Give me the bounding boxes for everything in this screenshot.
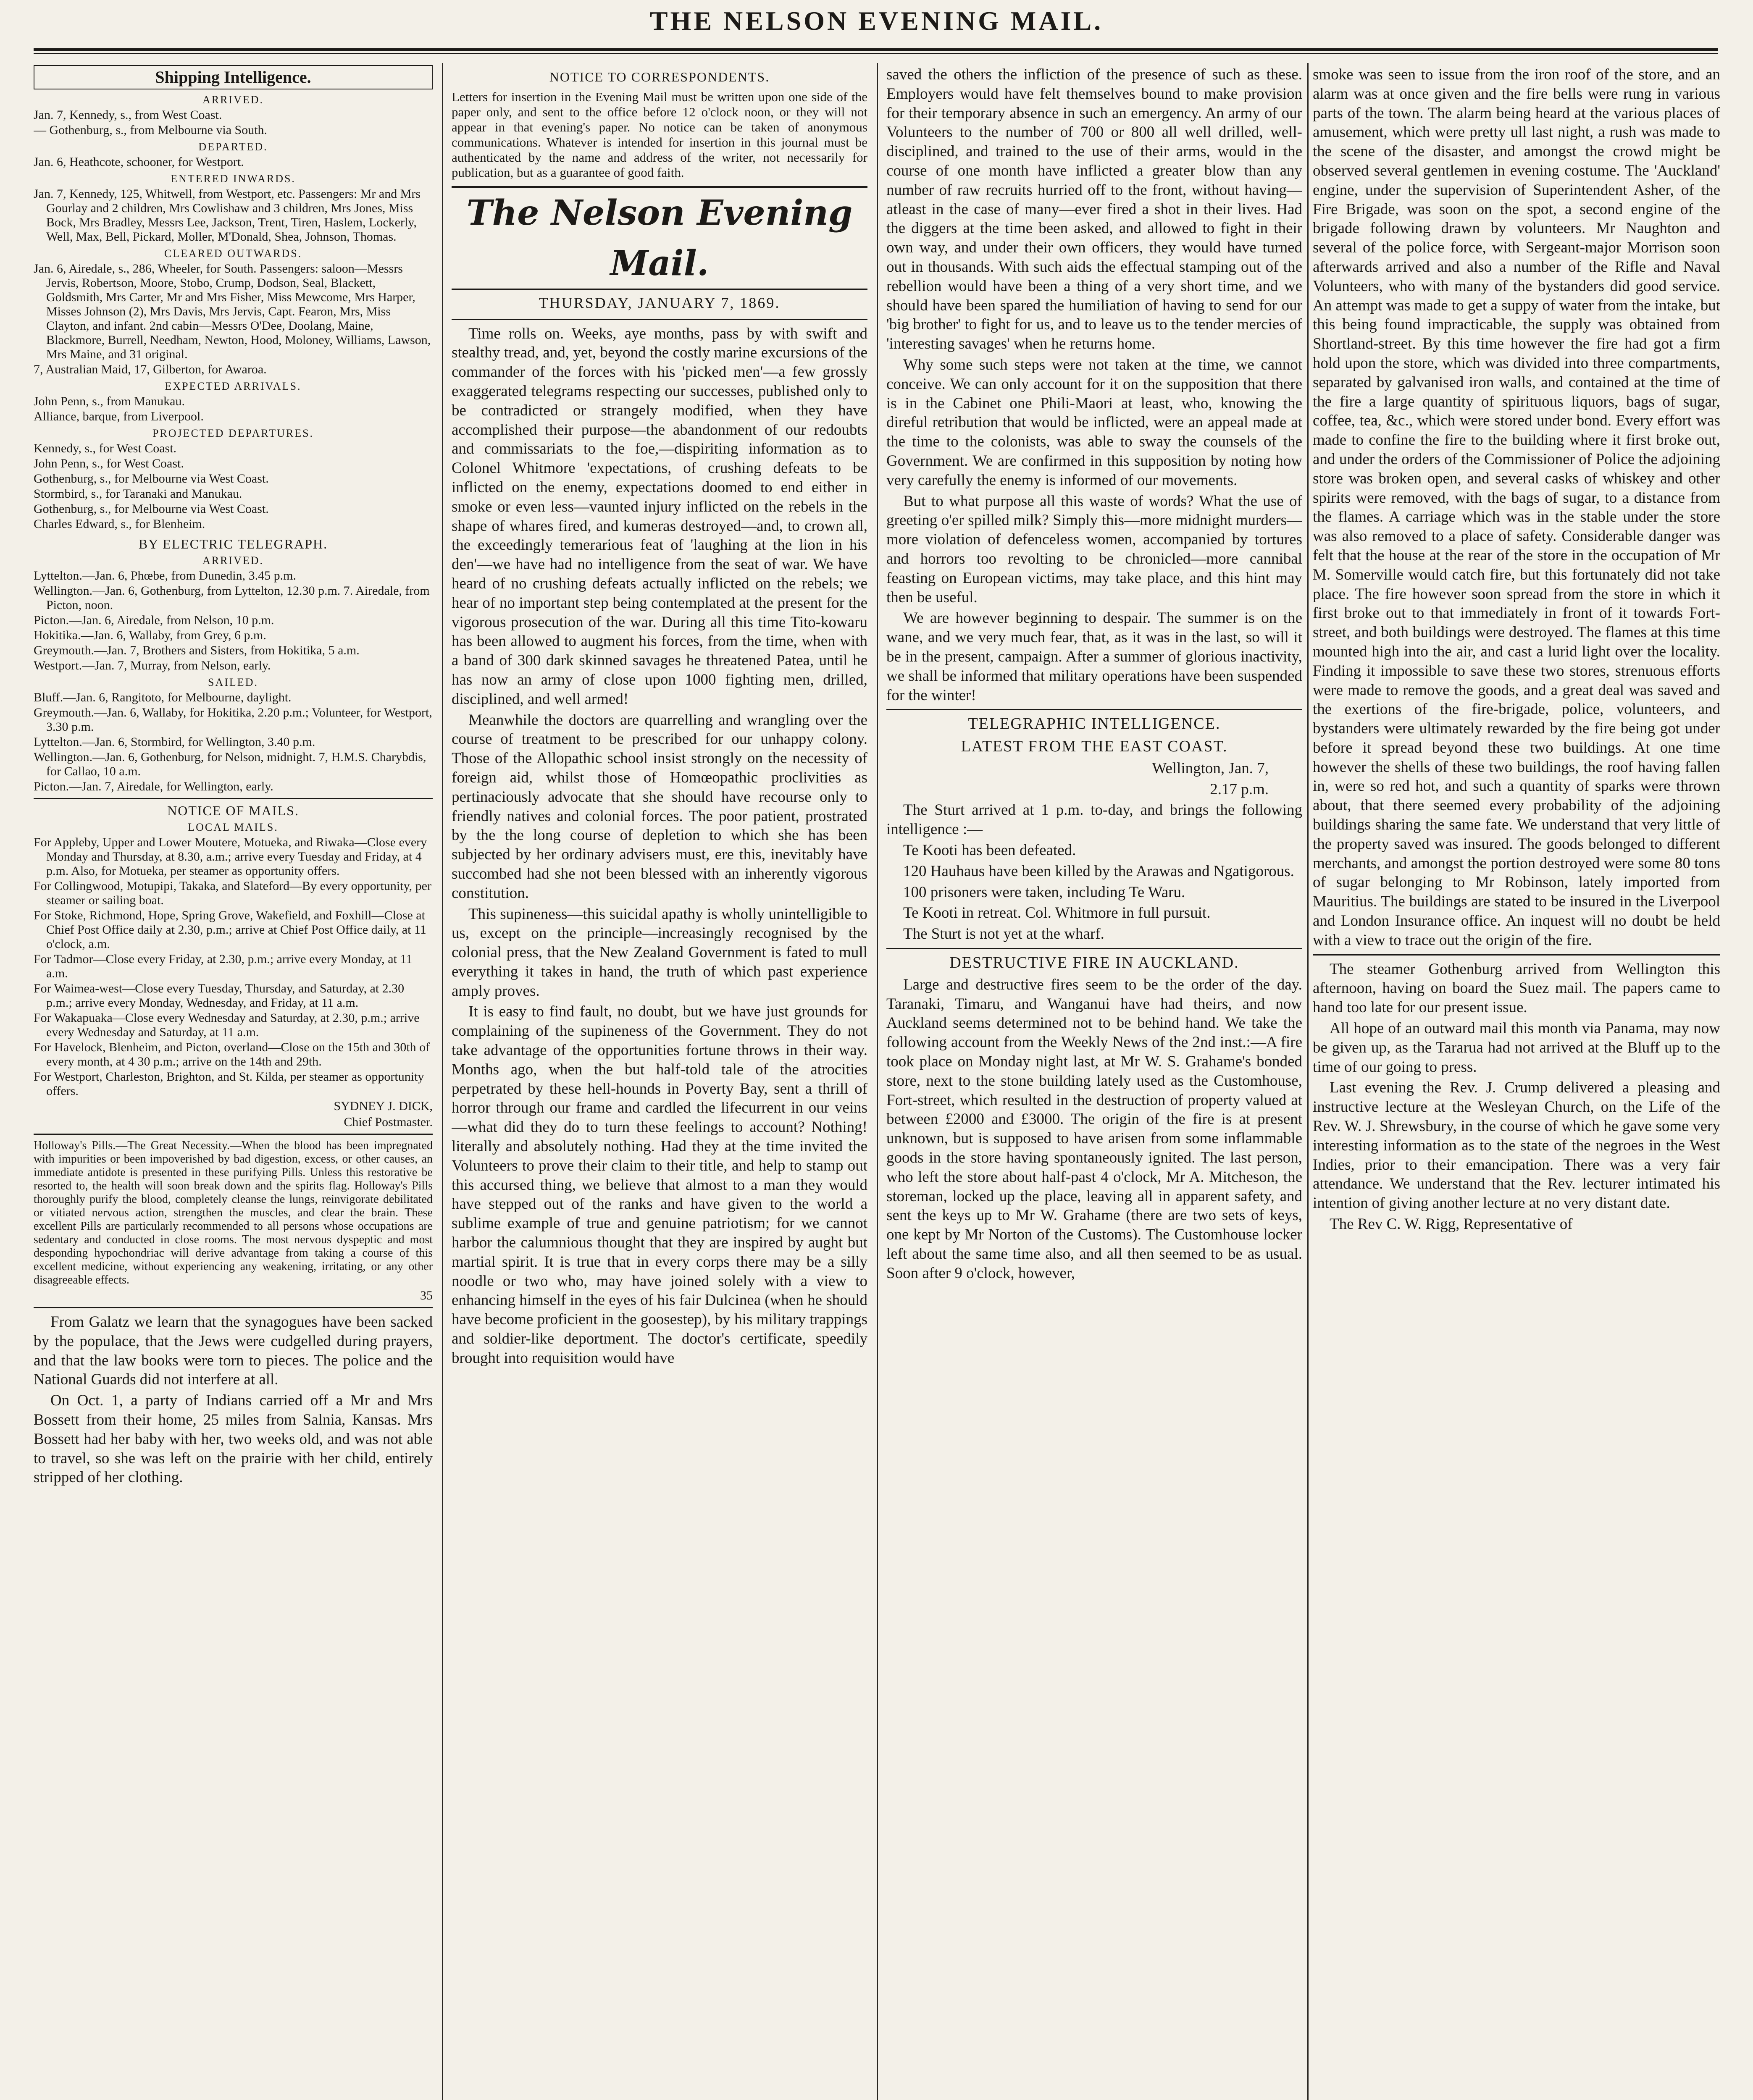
list-item: Stormbird, s., for Taranaki and Manukau. — [34, 487, 242, 501]
divider — [452, 319, 867, 320]
list-item: John Penn, s., from Manukau. — [34, 394, 185, 408]
editorial-paragraph: It is easy to find fault, no doubt, but we have just grounds for complaining of the supineness of the Government. They do not take advantage of the opportunities fortune throws in their way. Months ago, when the but half-told tale of the atrocities perpetrated by these hell-hounds in Poverty Bay, sent a thrill of horror through our frame and cardled the lifecurrent in our veins—what did they do to turn these feelings to account? Nothing! literally and absolutely nothing. Had they at the time invited the Volunteers to prove their claim to their title, and help to stamp out this accursed thing, we believe that almost to a man they would have stepped out of the ranks and have given to the world a sublime example of true and genuine patriotism; for we cannot harbor the calumnious thought that they are inspired by aught but martial spirit. It is true that in every corps there may be a silly noodle or two who, may have joined solely with a view to enhancing himself in the eyes of his fair Dulcinea (when he should have become proficient in the goosestep), by his military trappings and soldier-like deportment. The doctor's certificate, speedily brought into requisition would have — [452, 1003, 867, 1367]
notice-text: Letters for insertion in the Evening Mail must be written upon one side of the paper only, and sent to the office before 12 o'clock noon, or they will not appear in that evening's paper. No notice can be taken of anonymous communications. Whatever is intended for insertion in this journal must be authenticated by the name and address of the writer, not necessarily for publication, but as a guarantee of good faith. — [452, 89, 867, 180]
dateline-time: 2.17 p.m. — [1210, 780, 1269, 798]
divider — [886, 709, 1302, 710]
list-item: For Havelock, Blenheim, and Picton, overland—Close on the 15th and 30th of every month, at 4 30 p.m.; arrive on the 14th and 29th. — [34, 1040, 430, 1068]
list-item: Picton.—Jan. 6, Airedale, from Nelson, 10 p.m. — [34, 613, 274, 627]
editorial-paragraph: But to what purpose all this waste of words? What the use of greeting o'er spilled milk? Simply this—more midnight murders—more violation of defenceless women, accompanied by tortures and horrors too revolting to be chronicled—more cannibal feasting on European victims, may take place, and this hint may then be useful. — [886, 492, 1302, 606]
list-item: For Stoke, Richmond, Hope, Spring Grove, Wakefield, and Foxhill—Close at Chief Post Office daily at 2.30, p.m.; arrive at Chief Post Office daily, at 11 o'clock, a.m. — [34, 908, 426, 951]
fire-paragraph: Large and destructive fires seem to be the order of the day. Taranaki, Timaru, and Wanganui have had theirs, and now Auckland seems determined not to be behind hand. We take the following account from the Weekly News of the 2nd inst.:—A fire took place on Monday night last, at Mr W. S. Grahame's bonded store, next to the stone building lately used as the Customhouse, Fort-street, which resulted in the destruction of property valued at between £2000 and £3000. The origin of the fire is at present unknown, but is supposed to have arisen from some inflammable goods in the store having spontaneously ignited. The last person, who left the store about half-past 4 o'clock, Mr A. Mitcheson, the storeman, locked up the place, leaving all in apparent safety, and sent the keys up to Mr W. Grahame (there are two sets of keys, one kept by Mr Norton of the Customs). The Customhouse locker left about the same time also, and all then seemed to be as usual. Soon after 9 o'clock, however, — [886, 976, 1302, 1282]
column-4 — [1313, 65, 1720, 2100]
issue-date: THURSDAY, JANUARY 7, 1869. — [539, 294, 781, 311]
list-item: For Wakapuaka—Close every Wednesday and Saturday, at 2.30, p.m.; arrive every Wednesday and Saturday, at 11 a.m. — [34, 1011, 420, 1039]
list-item: For Westport, Charleston, Brighton, and St. Kilda, per steamer as opportunity offers. — [34, 1070, 424, 1098]
list-item: Jan. 6, Airedale, s., 286, Wheeler, for South. Passengers: saloon—Messrs Jervis, Robertson, Moore, Stobo, Crump, Dodson, Seal, Blackett, Goldsmith, Mrs Carter, Mr and Mrs Fisher, Miss Mewcome, Mrs Harper, Misses Johnson (2), Mrs Davis, Mrs Jervis, Capt. Fearon, Mrs, Miss Clayton, and infant. 2nd cabin—Messrs O'Dee, Doolang, Maine, Blackmore, Burrell, Needham, Newton, Hood, Moloney, Williams, Lawson, Mrs Maine, and 31 original. — [34, 262, 431, 361]
list-item: Gothenburg, s., for Melbourne via West Coast. — [34, 472, 269, 486]
editorial-paragraph: Time rolls on. Weeks, aye months, pass by with swift and stealthy tread, and, yet, beyond the costly marine excursions of the commander of the forces with his 'picked men'—a few grossly exaggerated telegrams respecting our successes, published only to be contradicted or strangely modified, when they have accomplished their purpose—the abandonment of our redoubts and commissariats to the foe,—dispiriting information as to Colonel Whitmore 'expectations, of crushing defeats to be inflicted on the enemy, expectations doomed to end either in smoke or even less—vaunted injury inflicted on the rebels in the shape of whares fired, and kumeras destroyed—and, to crown all, the exceedingly temerarious feat of 'laughing at the lion in his den'—we have had no intelligence from the seat of war. We have heard of no crushing defeats actually inflicted on the rebels; we hear of no important step being contemplated at the present for the vigorous prosecution of the war. During all this time Tito-kowaru has been allowed to augment his forces, from the time, when with a band of 300 dark skinned savages he threatened Patea, until he has now an army of close upon 1000 fighting men, drilled, disciplined, and well armed! — [452, 325, 867, 708]
mails-signature: SYDNEY J. DICK, — [334, 1099, 433, 1113]
list-item: For Appleby, Upper and Lower Moutere, Motueka, and Riwaka—Close every Monday and Thursday, at 8.30, a.m.; arrive every Tuesday and Friday, at 4 p.m. Also, for Motueka, per steamer as opportunity offers. — [34, 835, 427, 878]
editorial-paragraph: Meanwhile the doctors are quarrelling and wrangling over the course of treatment to be prescribed for our unhappy colony. Those of the Allopathic school insist strongly on the necessity of foreign aid, whilst those of Homœopathic proclivities as pertinaciously advocate that she should have recourse only to friendly natives and colonial forces. The poor patient, prostrated by the the long course of depletion to which she has been subjected by her ordinary advisers must, ere this, inevitably have succombed had she not been blessed with an inherently vigorous constitution. — [452, 711, 867, 902]
divider — [34, 798, 433, 799]
list-item: Kennedy, s., for West Coast. — [34, 441, 177, 455]
mails-subheading: LOCAL MAILS. — [188, 821, 279, 833]
masthead-rule — [34, 48, 1718, 54]
east-coast-heading: LATEST FROM THE EAST COAST. — [961, 738, 1228, 756]
list-item: Wellington.—Jan. 6, Gothenburg, for Nelson, midnight. 7, H.M.S. Charybdis, for Callao, 10 a.m. — [34, 750, 426, 778]
fire-heading: DESTRUCTIVE FIRE IN AUCKLAND. — [949, 954, 1239, 972]
list-item: Greymouth.—Jan. 6, Wallaby, for Hokitika, 2.20 p.m.; Volunteer, for Westport, 3.30 p.m. — [34, 706, 432, 734]
projected-heading: PROJECTED DEPARTURES. — [152, 427, 314, 439]
list-item: Bluff.—Jan. 6, Rangitoto, for Melbourne, daylight. — [34, 690, 292, 704]
telegram-line: 100 prisoners were taken, including Te Waru. — [903, 883, 1185, 901]
masthead: THE NELSON EVENING MAIL. — [649, 6, 1104, 36]
column-2 — [452, 65, 867, 2100]
list-item: John Penn, s., for West Coast. — [34, 457, 184, 470]
telegram-line: Te Kooti in retreat. Col. Whitmore in full pursuit. — [903, 904, 1211, 922]
indians-paragraph: On Oct. 1, a party of Indians carried off a Mr and Mrs Bossett from their home, 25 miles from Salnia, Kansas. Mrs Bossett had her baby with her, two weeks old, and was not able to travel, so she was left on the prairie with her child, entirely stripped of her clothing. — [34, 1392, 433, 1486]
telegram-line: The Sturt arrived at 1 p.m. to-day, and brings the following intelligence :— — [886, 801, 1302, 838]
holloway-advert: Holloway's Pills.—The Great Necessity.—When the blood has been impregnated with impurities or been impoverished by bad digestion, excess, or other causes, an immediate antidote is presented in these purifying Pills. Unless this restorative be resorted to, the health will soon break down and the spirits flag. Holloway's Pills thoroughly purify the blood, completely cleanse the lungs, reinvigorate debilitated or vitiated nervous action, strengthen the muscles, and clear the brain. These excellent Pills are particularly recommended to all persons whose occupations are sedentary and conducted in close rooms. The most nervous dyspeptic and most desponding hypochondriac will derive advantage from taking a course of this excellent medicine, without experiencing any weakening, irritating, or any other disagreeable effects. — [34, 1139, 433, 1286]
mails-heading: NOTICE OF MAILS. — [167, 803, 299, 818]
tel-arrived-heading: ARRIVED. — [202, 554, 264, 567]
list-item: — Gothenburg, s., from Melbourne via South. — [34, 123, 268, 137]
departed-heading: DEPARTED. — [198, 141, 268, 153]
telegraph-heading: BY ELECTRIC TELEGRAPH. — [138, 536, 328, 551]
list-item: For Collingwood, Motupipi, Takaka, and Slateford—By every opportunity, per steamer or sailing boat. — [34, 879, 431, 907]
news-item: All hope of an outward mail this month via Panama, may now be given up, as the Tararua had not arrived at the Bluff up to the time of our going to press. — [1313, 1020, 1720, 1076]
column-divider — [877, 63, 878, 2100]
expected-heading: EXPECTED ARRIVALS. — [165, 380, 302, 392]
list-item: Picton.—Jan. 7, Airedale, for Wellington, early. — [34, 780, 273, 793]
list-item: For Tadmor—Close every Friday, at 2.30, p.m.; arrive every Monday, at 11 a.m. — [34, 952, 413, 980]
tel-sailed-heading: SAILED. — [208, 676, 258, 688]
list-item: Jan. 7, Kennedy, 125, Whitwell, from Westport, etc. Passengers: Mr and Mrs Gourlay and 2 children, Mrs Cowlishaw and 3 children, Mrs Jones, Miss Bock, Mrs Bradley, Messrs Lee, Jackson, Trent, Tiren, Haslem, Lockerly, Well, Max, Bell, Pickard, Moller, M'Donald, Shea, Johnson, Thomas. — [34, 187, 421, 244]
mails-signature-title: Chief Postmaster. — [344, 1115, 433, 1129]
dateline-place: Wellington, Jan. 7, — [1152, 759, 1269, 777]
shipping-title: Shipping Intelligence. — [34, 65, 433, 89]
column-3 — [886, 65, 1302, 2100]
list-item: For Waimea-west—Close every Tuesday, Thursday, and Saturday, at 2.30 p.m.; arrive every Monday, Wednesday, and Friday, at 11 a.m. — [34, 982, 405, 1010]
editorial-paragraph: Why some such steps were not taken at the time, we cannot conceive. We can only account for it on the supposition that there is in the Cabinet one Phili-Maori at least, who, knowing the direful retribution that would be inflicted, were an appeal made at the time to the colonists, was able to sway the counsels of the Government. We are confirmed in this supposition by noting how very carefully the enemy is informed of our movements. — [886, 356, 1302, 489]
paper-title: The Nelson Evening Mail. — [452, 186, 867, 290]
telegram-line: Te Kooti has been defeated. — [903, 842, 1076, 859]
galatz-paragraph: From Galatz we learn that the synagogues have been sacked by the populace, that the Jews were cudgelled during prayers, and that the law books were torn to pieces. The police and the National Guards did not interfere at all. — [34, 1313, 433, 1389]
fire-continuation: smoke was seen to issue from the iron roof of the store, and an alarm was at once given and the fire bells were rung in various parts of the town. The alarm being heard at the various places of amusement, which were pretty ull last night, a rush was made to the scene of the disaster, and amongst the crowd might be observed several gentlemen in evening costume. The 'Auckland' engine, under the supervision of Superintendent Asher, of the Fire Brigade, was soon on the spot, a second engine of the brigade following drawn by volunteers. Mr Naughton and several of the police force, with Sergeant-major Morrison soon afterwards arrived and also a number of the Rifle and Naval Volunteers, who with many of the bystanders did good service. An attempt was made to get a suppy of water from the intake, but this being found impracticable, the supply was obtained from Shortland-street. By this time however the fire had got a firm hold upon the store, which was divided into three compartments, separated by galvanised iron walls, and contained at the time of the fire a large quantity of spirituous liquors, bags of sugar, coffee, tea, &c., which were stored under bond. Every effort was made to confine the fire to the building where it first broke out, and under the orders of the Commissioner of Police the adjoining store was broken open, and several casks of whiskey and other spirits were removed, with the bags of sugar, to a distance from the flames. A carriage which was in the stable under the store was also removed to a place of safety. Considerable danger was felt that the house at the rear of the store in the occupation of Mr M. Somerville would catch fire, but this fortunately did not take place. The fire however soon spread from the store in which it first broke out to that immediately in front of it towards Fort-street, and both buildings were destroyed. The flames at this time mounted high into the air, and cast a lurid light over the locality. Finding it impossible to save these two stores, strenuous efforts were made to remove the goods, and a great deal was saved and the exertions of the fire-brigade, police, volunteers, and bystanders were ultimately rewarded by the fire being got under before it spread beyond these two buildings. At one time however the shells of these two buildings, the roof having fallen in, were so red hot, and such a quantity of sparks were thrown about, that there seemed every probability of the adjoining buildings sharing the same fate. We understand that very little of the property saved was insured. The goods belonged to different merchants, and amongst the portion destroyed were some 80 tons of sugar belonging to Mr Robinson, lately imported from Mauritius. The buildings are stated to be insured in the Liverpool and London Insurance office. An inquest will no doubt be held with a view to trace out the origin of the fire. — [1313, 66, 1720, 949]
divider — [1313, 954, 1720, 956]
news-item: The steamer Gothenburg arrived from Wellington this afternoon, having on board the Suez mail. The papers came to hand too late for our present issue. — [1313, 960, 1720, 1016]
divider — [886, 948, 1302, 949]
telegram-line: The Sturt is not yet at the wharf. — [903, 925, 1104, 943]
column-divider — [442, 63, 443, 2100]
notice-heading: NOTICE TO CORRESPONDENTS. — [549, 69, 770, 84]
divider — [34, 1134, 433, 1135]
editorial-paragraph: We are however beginning to despair. The summer is on the wane, and we very much fear, that, as it was in the last, so will it be in the present, campaign. After a summer of glorious inactivity, we shall be informed that military operations have been suspended for the winter! — [886, 609, 1302, 704]
list-item: Westport.—Jan. 7, Murray, from Nelson, early. — [34, 659, 271, 672]
list-item: 7, Australian Maid, 17, Gilberton, for Awaroa. — [34, 362, 267, 376]
news-item: The Rev C. W. Rigg, Representative of — [1330, 1215, 1573, 1233]
column-1 — [34, 65, 433, 2100]
list-item: Wellington.—Jan. 6, Gothenburg, from Lyttelton, 12.30 p.m. 7. Airedale, from Picton, noon. — [34, 584, 430, 612]
telegraph-heading: TELEGRAPHIC INTELLIGENCE. — [968, 715, 1221, 733]
column-divider — [1307, 63, 1309, 2100]
list-item: Greymouth.—Jan. 7, Brothers and Sisters, from Hokitika, 5 a.m. — [34, 643, 360, 657]
divider — [34, 1307, 433, 1308]
entered-heading: ENTERED INWARDS. — [171, 173, 296, 185]
cleared-heading: CLEARED OUTWARDS. — [164, 247, 302, 260]
list-item: Jan. 7, Kennedy, s., from West Coast. — [34, 108, 222, 122]
list-item: Alliance, barque, from Liverpool. — [34, 410, 204, 423]
list-item: Charles Edward, s., for Blenheim. — [34, 517, 205, 531]
list-item: Hokitika.—Jan. 6, Wallaby, from Grey, 6 p.m. — [34, 628, 266, 642]
editorial-paragraph: This supineness—this suicidal apathy is wholly unintelligible to us, except on the principle—increasingly recognised by the colonial press, that the New Zealand Government is fated to mull everything it takes in hand, the truth of which past experience amply proves. — [452, 905, 867, 1000]
list-item: Lyttelton.—Jan. 6, Stormbird, for Wellington, 3.40 p.m. — [34, 735, 315, 749]
arrived-heading: ARRIVED. — [202, 94, 264, 106]
list-item: Lyttelton.—Jan. 6, Phœbe, from Dunedin, 3.45 p.m. — [34, 569, 296, 583]
list-item: Gothenburg, s., for Melbourne via West Coast. — [34, 502, 269, 516]
news-item: Last evening the Rev. J. Crump delivered a pleasing and instructive lecture at the Wesleyan Church, on the Life of the Rev. W. J. Shrewsbury, in the course of which he gave some very interesting information as to the state of the negroes in the West Indies, prior to their emancipation. There was a very fair attendance. We understand that the Rev. lecturer intimated his intention of giving another lecture at no very distant date. — [1313, 1079, 1720, 1212]
advert-number: 35 — [420, 1289, 433, 1302]
telegram-line: 120 Hauhaus have been killed by the Arawas and Ngatigorous. — [903, 862, 1294, 880]
list-item: Jan. 6, Heathcote, schooner, for Westport. — [34, 155, 244, 169]
editorial-paragraph: saved the others the infliction of the presence of such as these. Employers would have felt themselves bound to make provision for their temporary absence in such an emergency. An army of our Volunteers to the number of 700 or 800 all well drilled, well-disciplined, and trained to the use of their arms, would in the course of one month have inflicted a greater blow than any number of raw recruits hurried off to the front, without having—atleast in the case of many—ever fired a shot in their lives. Had the diggers at the time been asked, and allowed to fight in their own way, and under their own officers, they would have turned out in thousands. With such aids the effectual stamping out of the rebellion would have been a thing of a very short time, and we should have been spared the humiliation of having to send for our 'big brother' to fight for us, and to leave us to the tender mercies of 'interesting savages' when he returns home. — [886, 66, 1302, 353]
